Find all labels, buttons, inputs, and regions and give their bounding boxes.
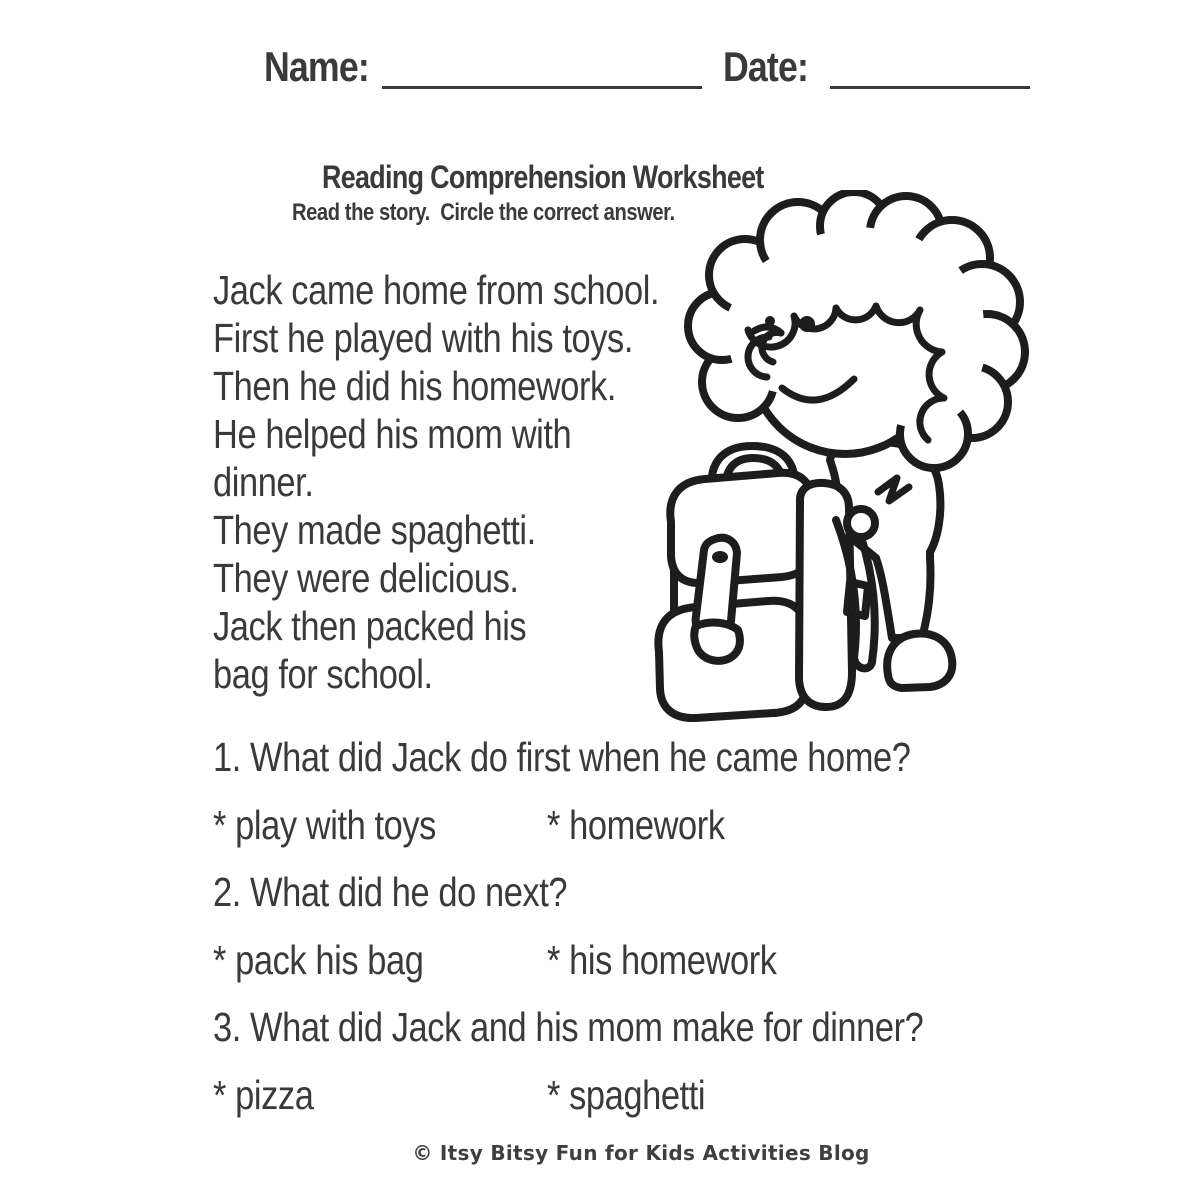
question-1: 1. What did Jack do first when he came home?	[213, 734, 911, 780]
boy-shoe	[887, 634, 952, 688]
story-line: He helped his mom with	[213, 411, 572, 457]
footer-credit: © Itsy Bitsy Fun for Kids Activities Blog	[412, 1141, 870, 1165]
question-3-option-a: * pizza	[213, 1072, 314, 1118]
story-line: Jack then packed his	[213, 603, 527, 649]
story-line: They made spaghetti.	[213, 507, 536, 553]
question-2-option-b: * his homework	[547, 937, 777, 983]
question-2: 2. What did he do next?	[213, 869, 568, 915]
question-1-option-a: * play with toys	[213, 802, 436, 848]
backpack	[658, 446, 874, 718]
name-blank-line	[382, 86, 702, 89]
name-label: Name:	[264, 43, 369, 90]
story-line: Then he did his homework.	[213, 363, 617, 409]
question-3: 3. What did Jack and his mom make for dinner?	[213, 1004, 924, 1050]
date-blank-line	[830, 86, 1030, 89]
page-title: Reading Comprehension Worksheet	[322, 159, 764, 195]
boy-head	[688, 192, 1025, 468]
boy-backpack-illustration	[630, 190, 1030, 740]
story-line: They were delicious.	[213, 555, 519, 601]
backpack-flap	[670, 473, 813, 583]
story-line: dinner.	[213, 459, 314, 505]
date-label: Date:	[723, 43, 809, 90]
backpack-side-panel	[799, 483, 852, 707]
story-line: bag for school.	[213, 651, 433, 697]
boy-eye-right	[799, 316, 815, 332]
instructions: Read the story. Circle the correct answer.	[292, 199, 675, 226]
question-3-option-b: * spaghetti	[547, 1072, 706, 1118]
boy-hand	[847, 509, 875, 537]
story-line: First he played with his toys.	[213, 315, 633, 361]
question-1-option-b: * homework	[547, 802, 725, 848]
story-line: Jack came home from school.	[213, 267, 660, 313]
question-2-option-a: * pack his bag	[213, 937, 424, 983]
